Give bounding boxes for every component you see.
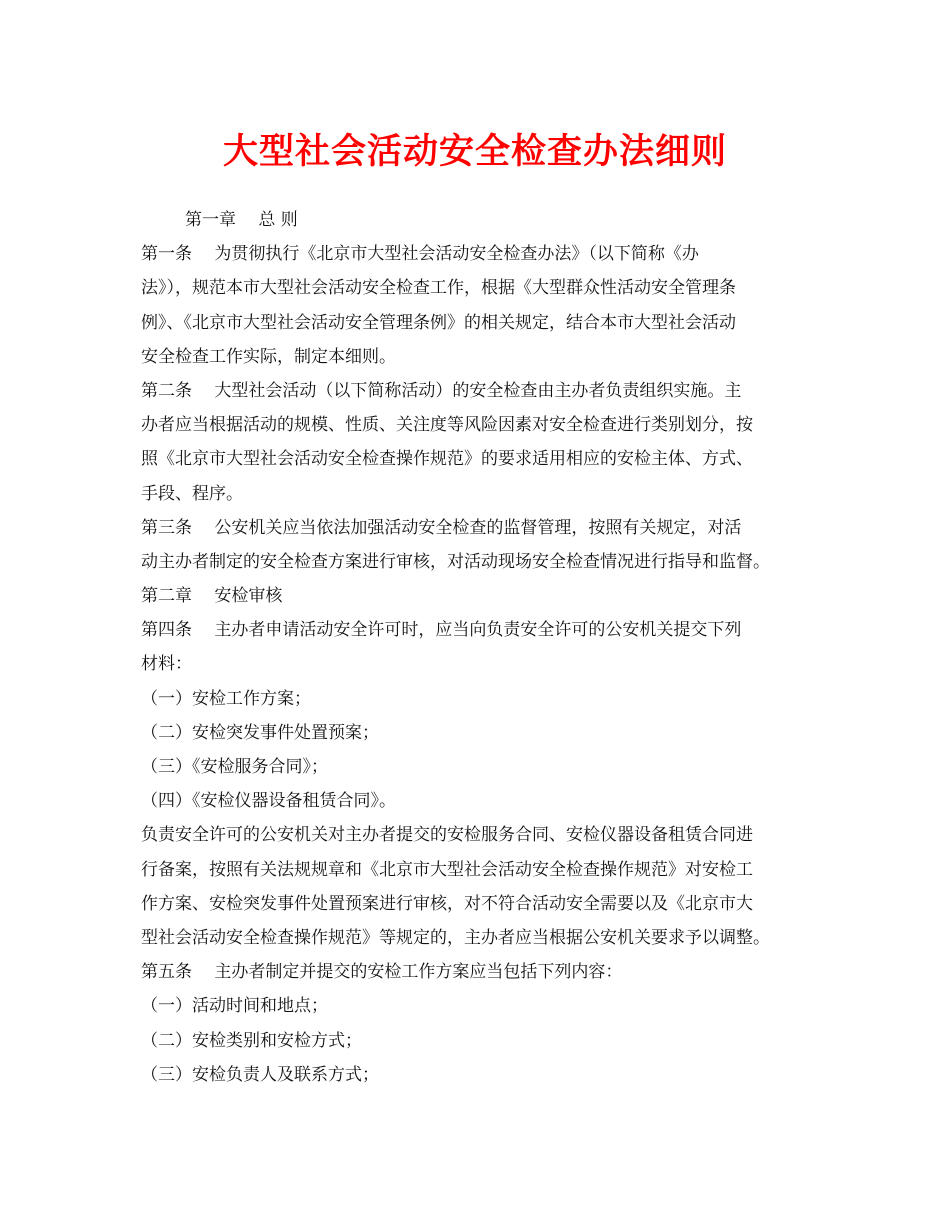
article-line: 第四条 主办者申请活动安全许可时，应当向负责安全许可的公安机关提交下列 — [141, 620, 742, 641]
chapter-heading: 第二章 安检审核 — [141, 586, 283, 607]
document-body — [141, 203, 831, 1092]
article-line: 材料： — [141, 654, 192, 675]
paragraph-line: 作方案、安检突发事件处置预案进行审核，对不符合活动安全需要以及《北京市大 — [141, 893, 753, 914]
article-line: 第二条 大型社会活动（以下简称活动）的安全检查由主办者负责组织实施。主 — [141, 380, 742, 401]
document-title: 大型社会活动安全检查办法细则 — [222, 131, 727, 172]
paragraph-line: 负责安全许可的公安机关对主办者提交的安检服务合同、安检仪器设备租赁合同进 — [141, 825, 753, 846]
article-line: 法》），规范本市大型社会活动安全检查工作，根据《大型群众性活动安全管理条 — [141, 278, 736, 299]
article-line: 手段、程序。 — [141, 483, 243, 504]
list-item: （三）安检负责人及联系方式； — [141, 1064, 379, 1085]
article-line: 第一条 为贯彻执行《北京市大型社会活动安全检查办法》（以下简称《办 — [141, 244, 699, 265]
paragraph-line: 行备案，按照有关法规规章和《北京市大型社会活动安全检查操作规范》对安检工 — [141, 859, 753, 880]
article-line: 安全检查工作实际，制定本细则。 — [141, 346, 396, 367]
chapter-heading: 第一章 总 则 — [185, 210, 298, 230]
list-item: （一）安检工作方案； — [141, 688, 311, 709]
list-item: （三）《安检服务合同》； — [141, 757, 328, 777]
list-item: （二）安检类别和安检方式； — [141, 1030, 362, 1051]
article-line: 第五条 主办者制定并提交的安检工作方案应当包括下列内容： — [141, 962, 623, 983]
paragraph-line: 型社会活动安全检查操作规范》等规定的，主办者应当根据公安机关要求予以调整。 — [141, 927, 770, 948]
list-item: （四）《安检仪器设备租赁合同》。 — [141, 791, 396, 812]
article-line: 照《北京市大型社会活动安全检查操作规范》的要求适用相应的安检主体、方式、 — [141, 449, 753, 470]
article-line: 第三条 公安机关应当依法加强活动安全检查的监督管理，按照有关规定，对活 — [141, 517, 742, 538]
article-line: 例》、《北京市大型社会活动安全管理条例》的相关规定，结合本市大型社会活动 — [141, 312, 736, 333]
list-item: （一）活动时间和地点； — [141, 996, 328, 1017]
list-item: （二）安检突发事件处置预案； — [141, 722, 379, 743]
article-line: 办者应当根据活动的规模、性质、关注度等风险因素对安全检查进行类别划分，按 — [141, 415, 753, 436]
article-line: 动主办者制定的安全检查方案进行审核，对活动现场安全检查情况进行指导和监督。 — [141, 551, 770, 572]
